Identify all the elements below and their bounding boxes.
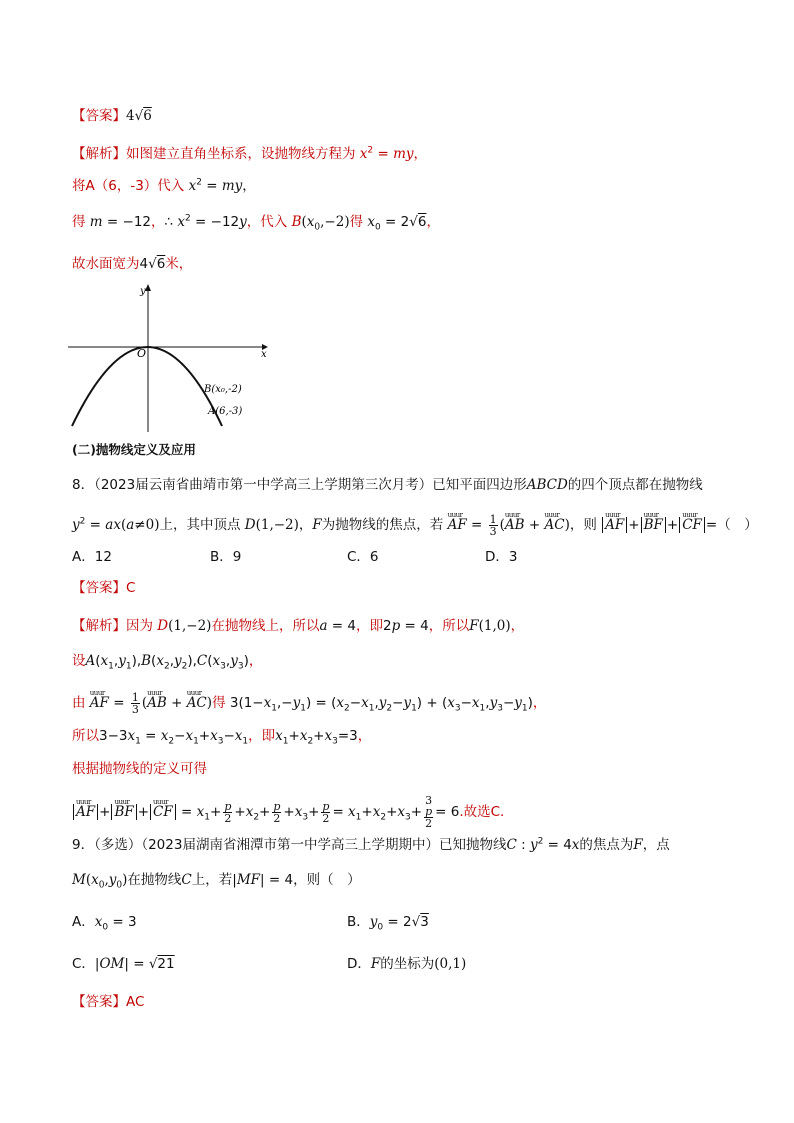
- q8-sol-line6: uuur AF +uuur BF +uuur CF = $x_1+$ $\frac{p}{2}$ $+x_2+$ $\frac{p}{2}$ $+x_3+$ $\frac{p}{2}$ = $x_1+x_2+x_3+$ 3 p 2 = 6.故选C.: [72, 795, 504, 829]
- section-title: (二)抛物线定义及应用: [72, 442, 196, 457]
- q7-analysis-line2: [72, 177, 256, 195]
- q8-sol-line4: 所以$3-3x_1 = x_2-x_1+x_3-x_1$，即$x_1+x_2+x_3=3$，: [72, 728, 372, 747]
- q8-answer-tag: 【答案】: [72, 580, 126, 596]
- q8-answer: C: [126, 580, 136, 596]
- answer-tag: 【答案】: [72, 108, 126, 124]
- q8-sol-line2: 设$A(x_1,y_1),B(x_2,y_2),C(x_3,y_3)$，: [72, 653, 263, 672]
- q7-analysis-text1: 如图建立直角坐标系，设抛物线方程为 $x^2$ = my，: [126, 145, 427, 162]
- q7-analysis-text3: 得 m = −12，∴ $x^2 = -12y$，代入 $B(x_0,-2)$得 $x_0 = 2√6$，: [72, 213, 440, 233]
- q9-option-a: A．$x_0 = 3$: [72, 914, 137, 933]
- q9-option-c: C．|OM| = √21: [72, 956, 175, 972]
- q7-answer-line: [72, 107, 152, 125]
- q9-stem-line2: $M(x_0,y_0)$在抛物线C上，若|MF| = 4，则（ ）: [72, 872, 361, 891]
- point-a-label: A(6,-3): [208, 406, 243, 417]
- q8-sol-line3: 由 uuur AF = $\frac{1}{3}$ (uuur AB + uuur AC)得 $3(1-x_1,-y_1) = (x_2-x_1,y_2-y_1) + (x_3-x_1,y_3-y_1)$，: [72, 688, 546, 715]
- q8-stem-line2: $y^2 = ax(a\ne 0)$上，其中顶点 D(1,−2)，F为抛物线的焦点，若 uuur AF = $\frac{1}{3}$ (uuur AB + uuur AC)，则 uuur AF +uuur BF +uuur CF =（ ）: [72, 510, 758, 537]
- q9-stem-line1: 9．（多选）（2023届湖南省湘潭市第一中学高三上学期期中）已知抛物线C : $y^2 = 4x$的焦点为F，点: [72, 836, 670, 853]
- q8-sol-line5: 根据抛物线的定义可得: [72, 761, 207, 777]
- q9-answer-tag: 【答案】: [72, 994, 126, 1010]
- q7-analysis-text2: 将A（6，-3）代入 $x^2$ = my，: [72, 177, 256, 194]
- q8-stem-line1: 8．（2023届云南省曲靖市第一中学高三上学期第三次月考）已知平面四边形ABCD的四个顶点都在抛物线: [72, 477, 703, 493]
- q8-option-d: D．3: [485, 549, 518, 565]
- q7-analysis-line4: [72, 255, 192, 273]
- y-axis-label: y: [140, 286, 146, 297]
- q8-analysis-tag: 【解析】: [72, 618, 126, 634]
- q9-answer-line: [72, 993, 144, 1011]
- analysis-tag: 【解析】: [72, 146, 126, 162]
- q7-analysis-text4: 故水面宽为4√6米，: [72, 256, 193, 272]
- origin-label: O: [137, 347, 147, 360]
- q9-option-d: D．F的坐标为(0,1): [347, 956, 467, 972]
- parabola-graph: [68, 282, 268, 432]
- q9-answer: AC: [126, 994, 145, 1010]
- point-b-label: B(x₀,-2): [204, 384, 242, 395]
- q8-sol-line1: 【解析】因为 D(1,−2)在抛物线上，所以a = 4，即2p = 4，所以F(1,0)，: [72, 618, 525, 634]
- q9-option-b: B．$y_0 = 2√3$: [347, 914, 429, 933]
- q8-option-c: C．6: [347, 549, 379, 565]
- q8-answer-line: [72, 579, 135, 597]
- q8-option-a: A．12: [72, 549, 112, 565]
- q7-analysis-line1: [72, 145, 427, 163]
- q7-analysis-line3: [72, 213, 440, 231]
- q8-option-b: B．9: [210, 549, 242, 565]
- q7-answer: 4√6: [126, 108, 152, 124]
- y-axis-arrow-icon: [145, 284, 151, 291]
- parabola-curve: [72, 347, 222, 426]
- x-axis-label: x: [261, 349, 267, 360]
